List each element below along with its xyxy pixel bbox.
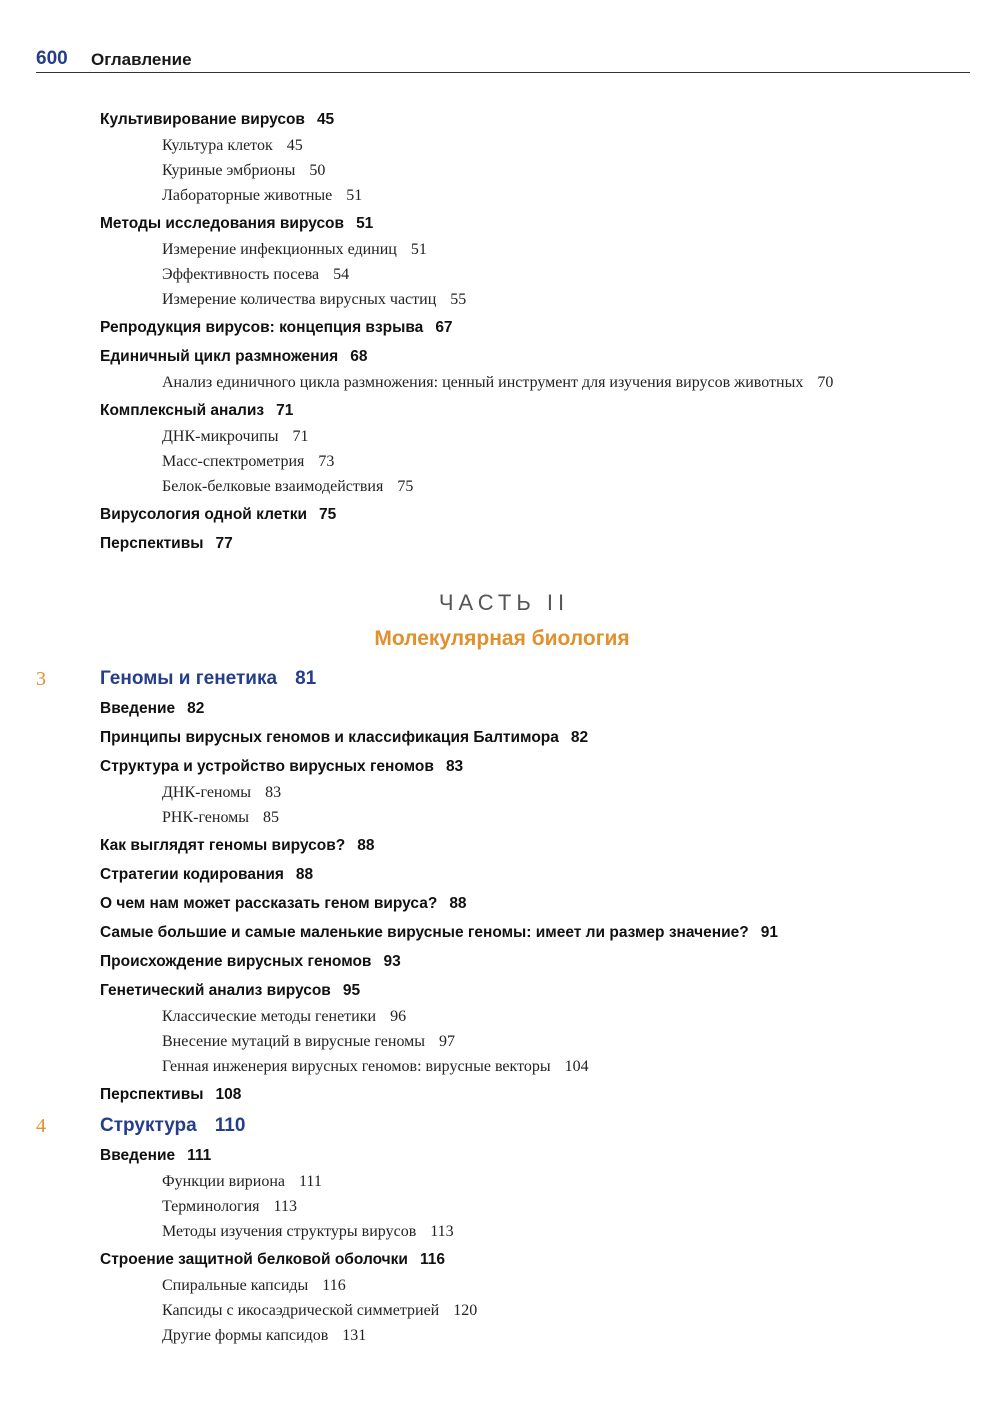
toc-entry-page: 67 <box>435 319 453 336</box>
toc-subentry-title: Функции вириона <box>162 1173 286 1190</box>
toc-subentry-title: Анализ единичного цикла размножения: ценный инструмент для изучения вирусов животных <box>162 374 804 391</box>
toc-subentry[interactable] <box>162 187 362 205</box>
toc-subentry[interactable] <box>162 374 833 392</box>
toc-subentry-page: 55 <box>450 291 467 308</box>
toc-entry-page: 88 <box>449 895 467 912</box>
toc-subentry[interactable] <box>162 784 281 802</box>
toc-entry[interactable] <box>100 111 334 129</box>
toc-entry-title: Генетический анализ вирусов <box>100 982 331 999</box>
chapter-heading[interactable] <box>100 668 316 690</box>
toc-entry-title: Самые большие и самые маленькие вирусные геномы: имеет ли размер значение? <box>100 924 749 941</box>
chapter-title: Структура <box>100 1115 197 1136</box>
toc-subentry-title: Внесение мутаций в вирусные геномы <box>162 1033 426 1050</box>
toc-subentry-title: ДНК-микрочипы <box>162 428 279 445</box>
toc-subentry-title: Масс-спектрометрия <box>162 453 305 470</box>
chapter-number: 3 <box>36 668 46 690</box>
toc-subentry-page: 131 <box>342 1327 367 1344</box>
toc-entry[interactable] <box>100 319 453 337</box>
toc-subentry-title: Культура клеток <box>162 137 273 154</box>
toc-subentry[interactable] <box>162 428 308 446</box>
toc-subentry-title: Генная инженерия вирусных геномов: вирусные векторы <box>162 1058 551 1075</box>
toc-subentry-page: 85 <box>263 809 280 826</box>
toc-entry-page: 111 <box>187 1147 212 1164</box>
toc-subentry-page: 113 <box>273 1198 297 1215</box>
toc-entry-title: Комплексный анализ <box>100 402 265 419</box>
toc-subentry-page: 50 <box>309 162 326 179</box>
toc-entry-title: Культивирование вирусов <box>100 111 305 128</box>
toc-entry-title: Происхождение вирусных геномов <box>100 953 372 970</box>
toc-entry[interactable] <box>100 506 336 524</box>
toc-subentry-title: Терминология <box>162 1198 260 1215</box>
toc-entry[interactable] <box>100 215 373 233</box>
toc-entry[interactable] <box>100 700 204 718</box>
toc-entry-title: Структура и устройство вирусных геномов <box>100 758 434 775</box>
toc-subentry[interactable] <box>162 809 279 827</box>
chapter-title: Геномы и генетика <box>100 668 278 689</box>
toc-entry-title: Методы исследования вирусов <box>100 215 345 232</box>
toc-subentry-title: Измерение количества вирусных частиц <box>162 291 437 308</box>
toc-subentry[interactable] <box>162 291 466 309</box>
toc-subentry[interactable] <box>162 162 325 180</box>
toc-entry-page: 82 <box>187 700 205 717</box>
toc-entry-page: 95 <box>342 982 361 999</box>
toc-entry-page: 45 <box>316 111 335 128</box>
toc-subentry-page: 71 <box>292 428 309 445</box>
chapter-number: 4 <box>36 1115 46 1137</box>
toc-entry[interactable] <box>100 837 374 855</box>
toc-subentry-title: Другие формы капсидов <box>162 1327 329 1344</box>
running-title: Оглавление <box>91 50 192 69</box>
toc-entry-title: Стратегии кодирования <box>100 866 284 883</box>
toc-subentry-page: 73 <box>318 453 335 470</box>
toc-entry-page: 75 <box>319 506 337 523</box>
toc-entry[interactable] <box>100 953 401 971</box>
toc-entry-title: Вирусология одной клетки <box>100 506 308 523</box>
toc-subentry-title: Капсиды с икосаэдрической симметрией <box>162 1302 440 1319</box>
toc-subentry-title: Эффективность посева <box>162 266 320 283</box>
toc-subentry[interactable] <box>162 1008 406 1026</box>
toc-entry-title: Единичный цикл размножения <box>100 348 339 365</box>
chapter-heading[interactable] <box>100 1115 245 1137</box>
toc-entry[interactable] <box>100 535 233 553</box>
toc-entry[interactable] <box>100 924 778 942</box>
toc-entry[interactable] <box>100 729 588 747</box>
toc-entry[interactable] <box>100 1251 445 1269</box>
toc-subentry-page: 83 <box>265 784 282 801</box>
toc-entry[interactable] <box>100 866 313 884</box>
toc-subentry[interactable] <box>162 266 349 284</box>
toc-entry-page: 71 <box>276 402 294 419</box>
toc-subentry-page: 104 <box>564 1058 589 1075</box>
toc-entry[interactable] <box>100 982 360 1000</box>
toc-subentry-page: 45 <box>286 137 303 154</box>
toc-subentry-title: Белок-белковые взаимодействия <box>162 478 384 495</box>
toc-entry[interactable] <box>100 1086 241 1104</box>
toc-subentry-title: Методы изучения структуры вирусов <box>162 1223 417 1240</box>
toc-subentry-page: 96 <box>390 1008 407 1025</box>
toc-subentry-page: 111 <box>299 1173 322 1190</box>
toc-entry-page: 116 <box>419 1251 445 1268</box>
toc-entry-title: Введение <box>100 1147 176 1164</box>
toc-subentry[interactable] <box>162 1198 297 1216</box>
toc-entry-page: 108 <box>215 1086 242 1103</box>
toc-subentry-title: РНК-геномы <box>162 809 250 826</box>
toc-entry-title: Как выглядят геномы вирусов? <box>100 837 346 854</box>
part-title[interactable]: Молекулярная биология <box>374 627 630 650</box>
chapter-page: 110 <box>214 1115 246 1136</box>
toc-subentry-page: 113 <box>430 1223 454 1240</box>
toc-subentry-page: 54 <box>333 266 350 283</box>
toc-subentry[interactable] <box>162 137 303 155</box>
toc-subentry-title: Классические методы генетики <box>162 1008 377 1025</box>
toc-entry-page: 68 <box>350 348 368 365</box>
toc-subentry-page: 70 <box>817 374 834 391</box>
toc-subentry-title: Спиральные капсиды <box>162 1277 309 1294</box>
page-header <box>36 46 970 73</box>
toc-entry-page: 91 <box>760 924 778 941</box>
toc-entry-page: 88 <box>357 837 375 854</box>
toc-subentry[interactable] <box>162 1277 346 1295</box>
chapter-page: 81 <box>295 668 317 689</box>
toc-subentry[interactable] <box>162 1173 322 1191</box>
toc-subentry-page: 75 <box>397 478 414 495</box>
toc-subentry-page: 97 <box>439 1033 456 1050</box>
toc-subentry-page: 51 <box>410 241 427 258</box>
toc-subentry[interactable] <box>162 241 427 259</box>
toc-subentry[interactable] <box>162 1058 589 1076</box>
toc-entry[interactable] <box>100 402 293 420</box>
toc-subentry-title: ДНК-геномы <box>162 784 252 801</box>
toc-entry-title: О чем нам может рассказать геном вируса? <box>100 895 438 912</box>
toc-entry-title: Репродукция вирусов: концепция взрыва <box>100 319 424 336</box>
toc-entry-title: Перспективы <box>100 535 204 552</box>
toc-entry-title: Введение <box>100 700 176 717</box>
toc-subentry[interactable] <box>162 1327 366 1345</box>
toc-subentry[interactable] <box>162 453 334 471</box>
toc-subentry-page: 51 <box>346 187 363 204</box>
part-label: ЧАСТЬ II <box>438 590 570 615</box>
toc-subentry-title: Измерение инфекционных единиц <box>162 241 397 258</box>
toc-subentry-title: Лабораторные животные <box>162 187 333 204</box>
toc-entry[interactable] <box>100 1147 211 1165</box>
toc-subentry[interactable] <box>162 1302 477 1320</box>
toc-entry[interactable] <box>100 895 467 913</box>
toc-entry-title: Принципы вирусных геномов и классификация Балтимора <box>100 729 559 746</box>
toc-entry-title: Перспективы <box>100 1086 204 1103</box>
toc-subentry[interactable] <box>162 1033 455 1051</box>
toc-entry-title: Строение защитной белковой оболочки <box>100 1251 408 1268</box>
page-number: 600 <box>36 48 68 69</box>
toc-entry-page: 82 <box>570 729 589 746</box>
toc-entry-page: 93 <box>383 953 401 970</box>
toc-entry-page: 88 <box>295 866 314 883</box>
toc-entry-page: 77 <box>215 535 233 552</box>
toc-entry-page: 51 <box>356 215 374 232</box>
toc-subentry[interactable] <box>162 1223 454 1241</box>
toc-subentry[interactable] <box>162 478 413 496</box>
toc-subentry-page: 116 <box>322 1277 346 1294</box>
toc-subentry-page: 120 <box>453 1302 478 1319</box>
toc-entry[interactable] <box>100 348 367 366</box>
toc-entry-page: 83 <box>445 758 464 775</box>
toc-subentry-title: Куриные эмбрионы <box>162 162 296 179</box>
toc-entry[interactable] <box>100 758 463 776</box>
